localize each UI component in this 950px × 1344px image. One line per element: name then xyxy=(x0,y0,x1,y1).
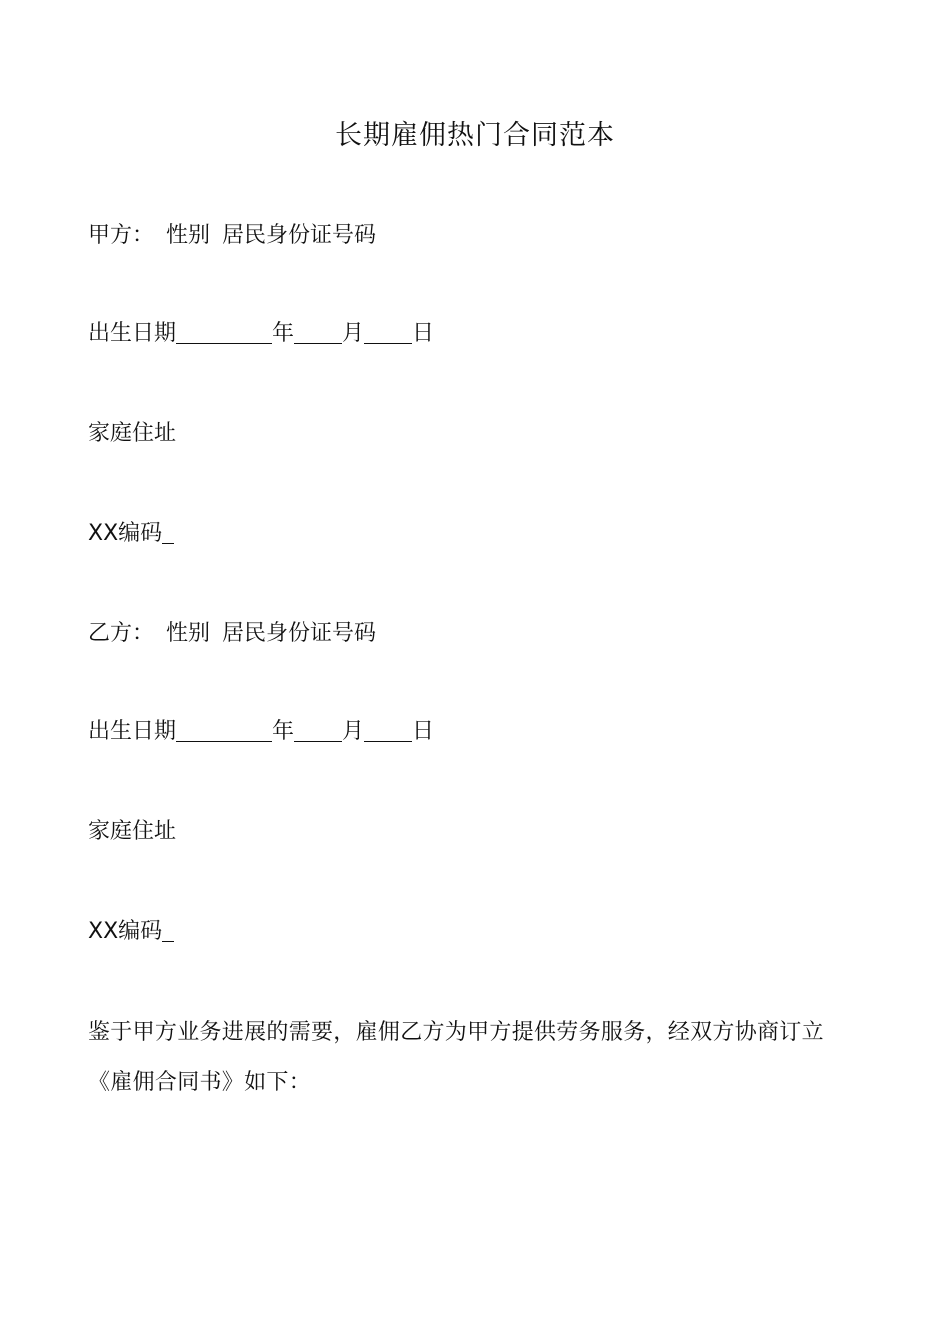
party-a-year-blank[interactable] xyxy=(176,321,272,344)
party-b-code-label: 编码 xyxy=(118,919,163,944)
contract-preamble: 鉴于甲方业务进展的需要，雇佣乙方为甲方提供劳务服务，经双方协商订立《雇佣合同书》如下： xyxy=(88,1020,824,1095)
party-a-gender-label: 性别 xyxy=(166,223,211,248)
party-a-year-label: 年 xyxy=(272,321,295,346)
party-a-code-label: 编码 xyxy=(118,521,163,546)
party-a-month-label: 月 xyxy=(342,321,365,346)
party-a-code-prefix: XX xyxy=(88,521,119,546)
party-b-code-blank[interactable] xyxy=(162,919,174,942)
party-b-day-label: 日 xyxy=(412,719,435,744)
party-b-year-label: 年 xyxy=(272,719,295,744)
party-b-birth-label: 出生日期 xyxy=(88,719,177,744)
party-a-month-blank[interactable] xyxy=(294,321,342,344)
party-a-birthdate-line xyxy=(88,318,434,350)
party-b-gender-label: 性别 xyxy=(166,621,211,646)
party-a-day-label: 日 xyxy=(412,321,435,346)
party-b-id-label: 居民身份证号码 xyxy=(222,621,377,646)
party-b-birthdate-line xyxy=(88,716,434,748)
party-b-month-label: 月 xyxy=(342,719,365,744)
party-b-month-blank[interactable] xyxy=(294,719,342,742)
party-b-label: 乙方： xyxy=(88,621,155,646)
party-b-address-label: 家庭住址 xyxy=(88,819,177,844)
party-b-code-line xyxy=(88,916,174,948)
party-a-address-label: 家庭住址 xyxy=(88,421,177,446)
party-a-day-blank[interactable] xyxy=(364,321,412,344)
document-title: 长期雇佣热门合同范本 xyxy=(335,120,615,151)
party-b-info-line xyxy=(88,618,376,650)
party-a-id-label: 居民身份证号码 xyxy=(222,223,377,248)
party-a-label: 甲方： xyxy=(88,223,155,248)
party-b-day-blank[interactable] xyxy=(364,719,412,742)
party-a-code-blank[interactable] xyxy=(162,521,174,544)
party-a-address-line xyxy=(88,418,176,450)
party-b-address-line xyxy=(88,816,176,848)
party-a-birth-label: 出生日期 xyxy=(88,321,177,346)
party-b-year-blank[interactable] xyxy=(176,719,272,742)
party-a-code-line xyxy=(88,518,174,550)
party-a-info-line xyxy=(88,220,376,252)
party-b-code-prefix: XX xyxy=(88,919,119,944)
